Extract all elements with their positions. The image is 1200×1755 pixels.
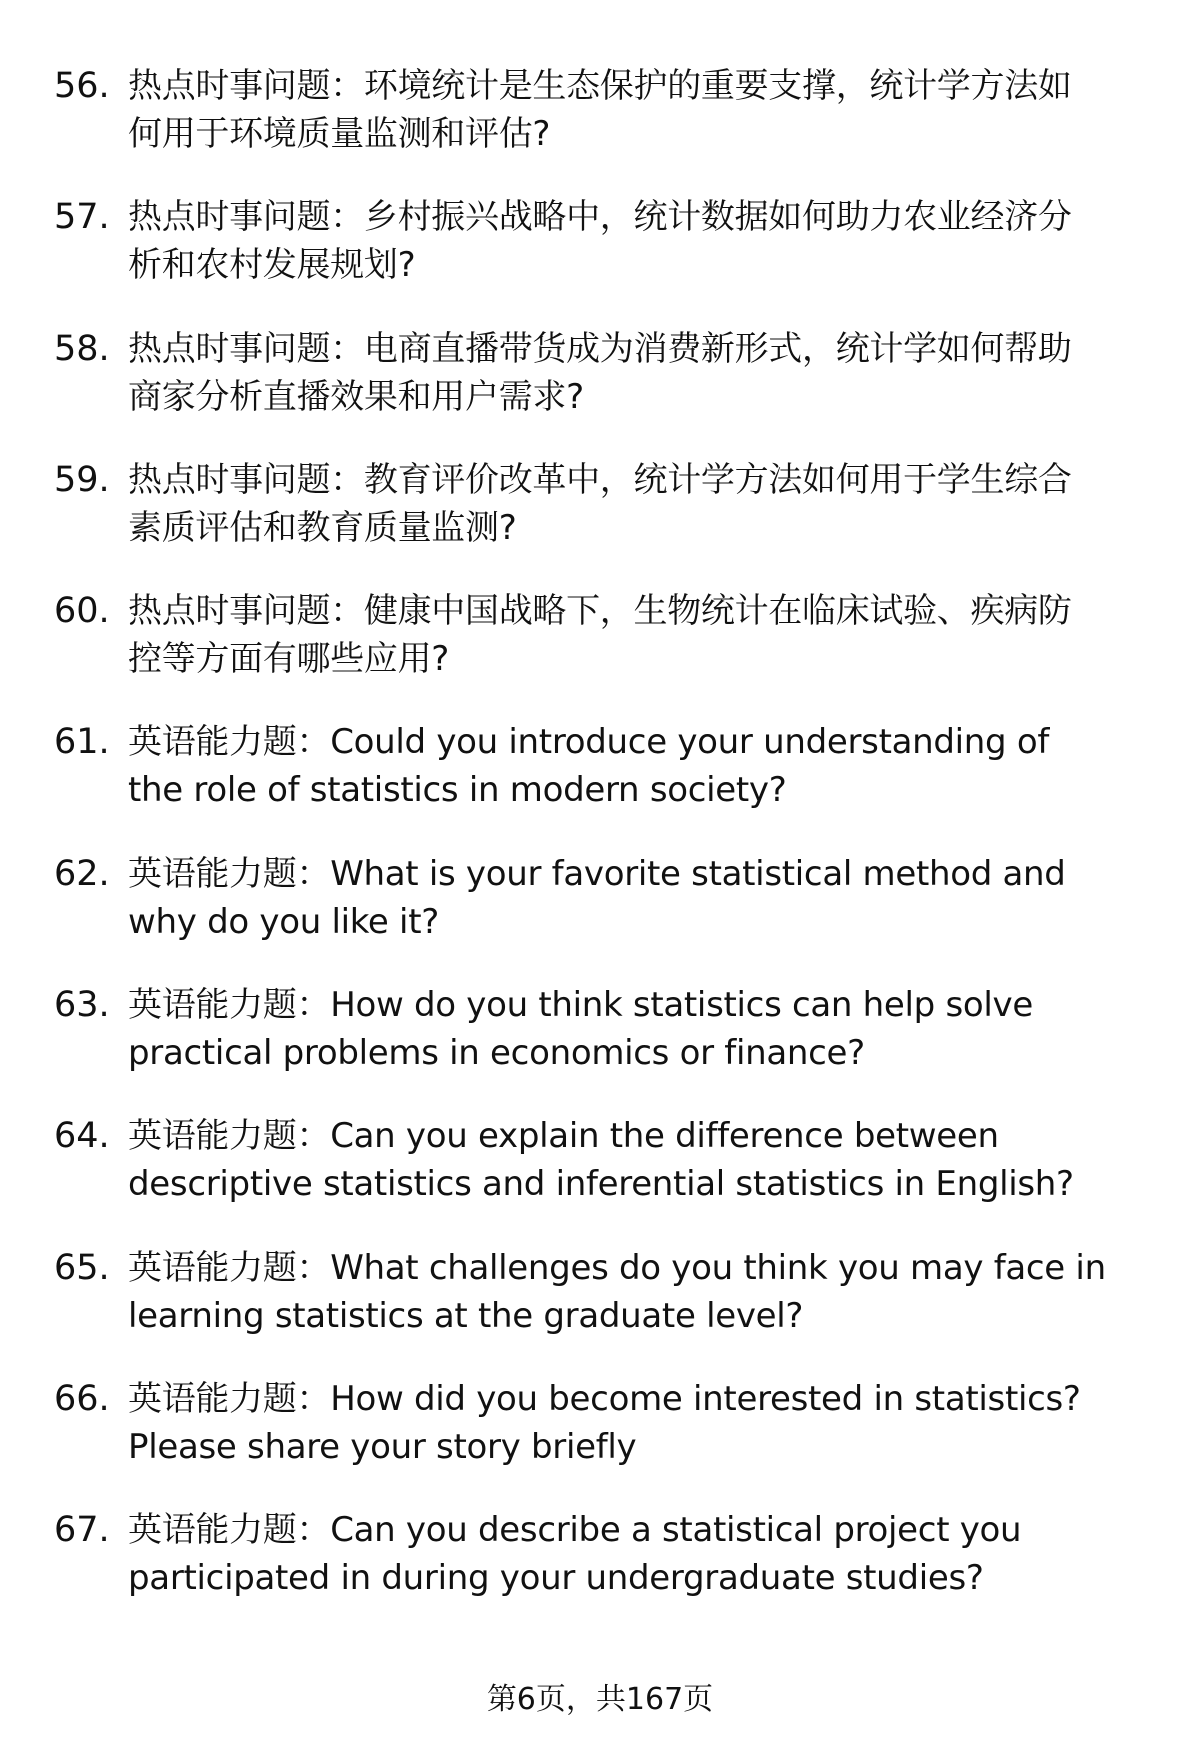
question-number: 61. bbox=[54, 722, 110, 763]
question-number: 59. bbox=[54, 459, 110, 500]
question-text bbox=[128, 1506, 1168, 1602]
question-line: 素质评估和教育质量监测? bbox=[128, 507, 517, 548]
question-line: 英语能力题：Can you describe a statistical project you bbox=[128, 1510, 1022, 1551]
question-number: 66. bbox=[54, 1378, 110, 1419]
list-item bbox=[0, 981, 1200, 1112]
list-item bbox=[0, 62, 1200, 193]
question-number: 67. bbox=[54, 1510, 110, 1551]
question-text bbox=[128, 981, 1168, 1077]
question-text bbox=[128, 587, 1168, 683]
question-line: 热点时事问题：电商直播带货成为消费新形式，统计学如何帮助 bbox=[128, 328, 1072, 369]
question-line: 英语能力题：How do you think statistics can help solve bbox=[128, 985, 1033, 1026]
question-line: 商家分析直播效果和用户需求? bbox=[128, 376, 584, 417]
question-line: 英语能力题：What challenges do you think you may face in bbox=[128, 1247, 1106, 1288]
question-line: learning statistics at the graduate level? bbox=[128, 1295, 804, 1336]
question-line: 何用于环境质量监测和评估? bbox=[128, 114, 551, 154]
question-line: 控等方面有哪些应用? bbox=[128, 639, 450, 680]
question-line: Please share your story briefly bbox=[128, 1426, 637, 1467]
list-item bbox=[0, 1506, 1200, 1637]
question-line: 热点时事问题：环境统计是生态保护的重要支撑，统计学方法如 bbox=[128, 66, 1072, 106]
page-footer: 第6页，共167页 bbox=[486, 1682, 714, 1717]
question-text bbox=[128, 850, 1168, 946]
question-line: why do you like it? bbox=[128, 901, 439, 942]
question-text bbox=[128, 62, 1168, 158]
list-item bbox=[0, 1112, 1200, 1243]
question-line: 英语能力题：How did you become interested in statistics? bbox=[128, 1378, 1081, 1419]
question-text bbox=[128, 325, 1168, 421]
question-text bbox=[128, 718, 1168, 814]
question-line: 热点时事问题：健康中国战略下，生物统计在临床试验、疾病防 bbox=[128, 591, 1072, 632]
question-line: practical problems in economics or finance? bbox=[128, 1033, 865, 1074]
question-number: 57. bbox=[54, 197, 110, 238]
question-line: 英语能力题：What is your favorite statistical method and bbox=[128, 853, 1066, 894]
question-line: descriptive statistics and inferential statistics in English? bbox=[128, 1164, 1074, 1205]
question-line: participated in during your undergraduate studies? bbox=[128, 1558, 984, 1599]
question-text bbox=[128, 1112, 1168, 1208]
question-line: 热点时事问题：教育评价改革中，统计学方法如何用于学生综合 bbox=[128, 459, 1072, 500]
list-item bbox=[0, 1244, 1200, 1375]
question-line: 英语能力题：Can you explain the difference between bbox=[128, 1116, 999, 1157]
list-item bbox=[0, 193, 1200, 324]
question-line: 英语能力题：Could you introduce your understanding of bbox=[128, 722, 1050, 763]
list-item bbox=[0, 587, 1200, 718]
question-text bbox=[128, 1244, 1168, 1340]
question-number: 58. bbox=[54, 328, 110, 369]
question-number: 56. bbox=[54, 66, 110, 106]
question-text bbox=[128, 1375, 1168, 1471]
question-number: 60. bbox=[54, 591, 110, 632]
question-line: the role of statistics in modern society? bbox=[128, 770, 787, 811]
question-number: 62. bbox=[54, 853, 110, 894]
list-item bbox=[0, 325, 1200, 456]
list-item bbox=[0, 1375, 1200, 1506]
list-item bbox=[0, 718, 1200, 849]
question-text bbox=[128, 193, 1168, 289]
question-line: 热点时事问题：乡村振兴战略中，统计数据如何助力农业经济分 bbox=[128, 197, 1072, 238]
question-number: 65. bbox=[54, 1247, 110, 1288]
question-number: 63. bbox=[54, 985, 110, 1026]
question-number: 64. bbox=[54, 1116, 110, 1157]
question-line: 析和农村发展规划? bbox=[128, 245, 416, 286]
question-list bbox=[0, 62, 1200, 1638]
list-item bbox=[0, 456, 1200, 587]
list-item bbox=[0, 850, 1200, 981]
question-text bbox=[128, 456, 1168, 552]
